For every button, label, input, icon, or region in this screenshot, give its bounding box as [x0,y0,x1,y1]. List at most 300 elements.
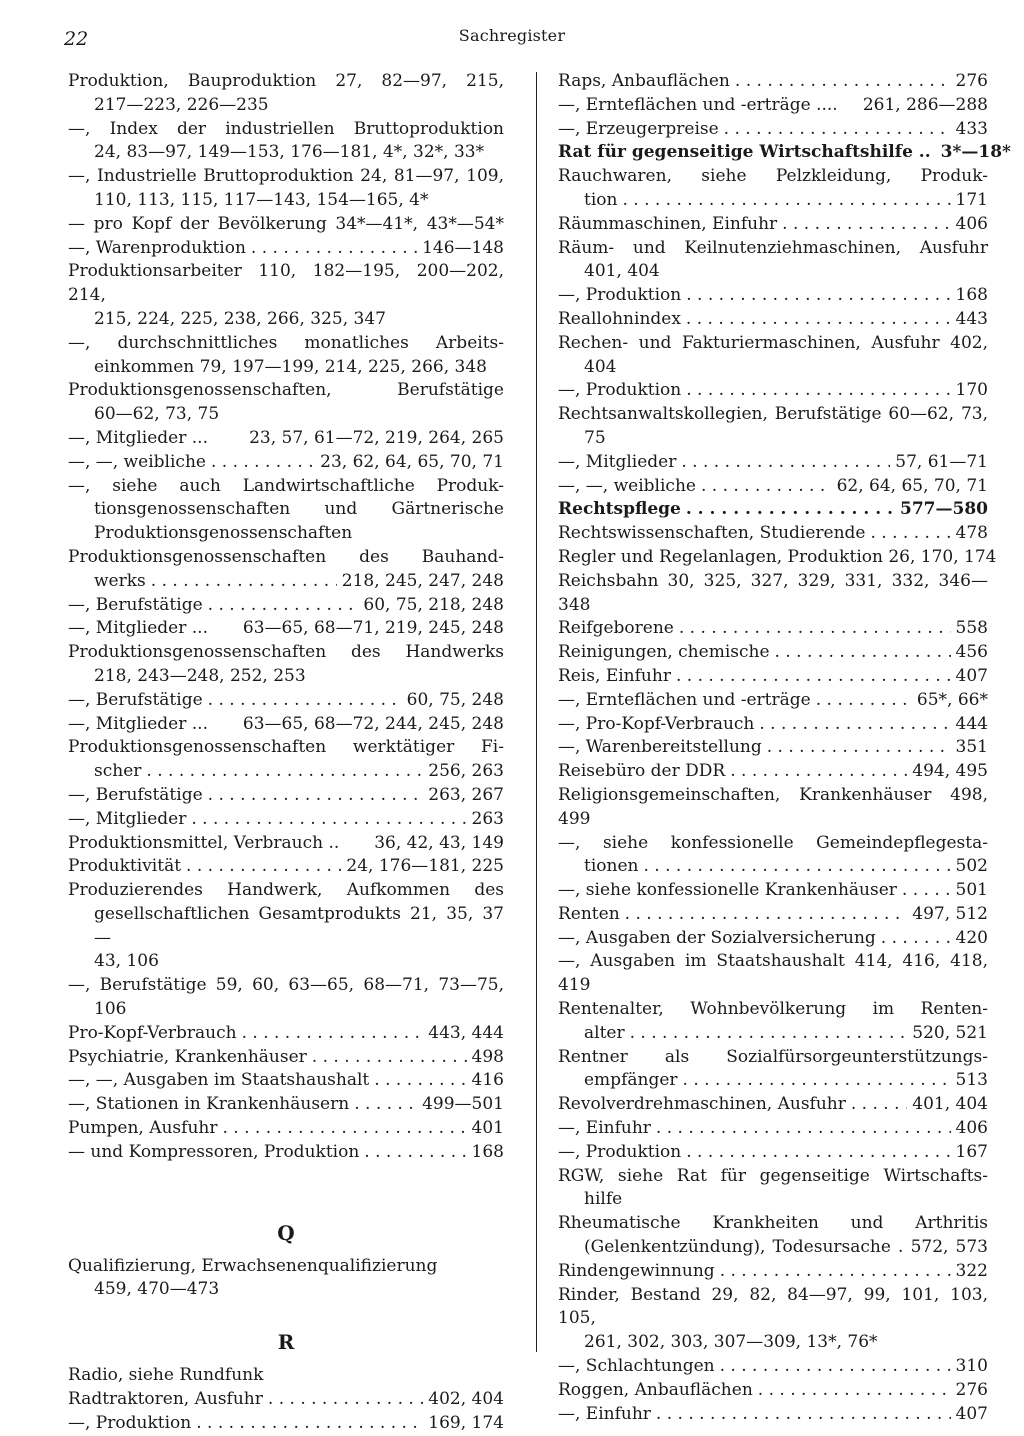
index-entry [558,403,988,427]
leader-dots [686,498,895,522]
entry-text: 459, 470—473 [94,1279,220,1300]
index-entry [558,118,988,142]
leader-dots [656,1403,951,1427]
index-entry [68,189,504,213]
entry-text: 401, 404 [584,261,660,282]
index-entry [558,879,988,903]
entry-pages: 169, 174 [428,1412,504,1433]
index-entry [558,94,988,118]
index-entry [68,1388,504,1412]
leader-dots [686,284,950,308]
entry-term: —, Produktion [68,1412,192,1433]
entry-term: —, Ernteflächen und -erträge .... [558,94,838,115]
entry-pages: 24, 176—181, 225 [346,856,504,877]
index-entry [558,1117,988,1141]
leader-dots [720,1355,951,1379]
entry-text: 75 [584,427,606,448]
entry-term: Rindengewinnung [558,1260,715,1281]
index-entry [68,546,504,570]
entry-text: Rauchwaren, siehe Pelzkleidung, Produk- [558,166,988,187]
entry-term: —, Erzeugerpreise [558,118,719,139]
entry-pages: 407 [955,1403,988,1424]
entry-term: —, —, Ausgaben im Staatshaushalt [68,1070,370,1091]
entry-term: —, Stationen in Krankenhäusern [68,1094,350,1115]
entry-term: —, Produktion [558,380,682,401]
entry-term: tionen [584,856,639,877]
entry-text: gesellschaftlichen Gesamtprodukts 21, 35, 37— [94,903,504,948]
entry-text: Qualifizierung, Erwachsenenqualifizierung [68,1255,438,1276]
entry-pages: 456 [955,642,988,663]
index-list-r [68,1364,504,1435]
index-entry [558,189,988,213]
entry-text: —, siehe auch Landwirtschaftliche Produk- [68,475,504,496]
entry-text: Produktionsarbeiter 110, 182—195, 200—202, 214, [68,261,504,306]
entry-text: Produktion, Bauproduktion 27, 82—97, 215, [68,71,504,91]
entry-pages: 520, 521 [912,1022,988,1043]
leader-dots [196,1412,423,1436]
entry-pages: 443, 444 [428,1022,504,1043]
entry-term: —, Einfuhr [558,1118,651,1139]
index-entry [68,998,504,1022]
entry-pages: 62, 64, 65, 70, 71 [836,475,988,496]
index-entry [68,903,504,951]
index-entry [68,974,504,998]
index-entry [68,475,504,499]
entry-text: (Gelenkentzündung), Todesursache . 572, 573 [584,1237,988,1258]
entry-pages: 60, 75, 218, 248 [363,594,504,615]
index-entry [558,713,988,737]
index-entry [558,927,988,951]
index-entry [558,665,988,689]
index-entry [68,1141,504,1165]
entry-term: —, Mitglieder ... [68,427,208,448]
entry-text: 106 [94,999,127,1020]
index-entry [558,855,988,879]
entry-term: Produktivität [68,856,182,877]
entry-term: —, —, weibliche [68,451,206,472]
entry-term: —, Pro-Kopf-Verbrauch [558,713,755,734]
index-entry [68,784,504,808]
leader-dots [816,689,912,713]
index-entry [558,427,988,451]
index-entry [558,522,988,546]
index-entry [558,260,988,284]
entry-pages: 499—501 [422,1094,504,1115]
entry-pages: 170 [955,380,988,401]
index-entry [558,332,988,356]
leader-dots [208,689,402,713]
entry-term: Radtraktoren, Ausfuhr [68,1389,263,1410]
entry-pages: 23, 62, 64, 65, 70, 71 [320,451,504,472]
entry-term: —, siehe konfessionelle Krankenhäuser [558,880,897,901]
index-entry [558,1093,988,1117]
index-entry [558,1331,988,1355]
entry-pages: 351 [955,737,988,758]
index-entry [558,1212,988,1236]
entry-pages: 276 [955,1379,988,1400]
leader-dots [656,1117,951,1141]
entry-text: —, Ausgaben im Staatshaushalt 414, 416, 418, 419 [558,951,988,996]
entry-text: tionsgenossenschaften und Gärtnerische [94,499,504,520]
entry-term: —, Berufstätige [68,784,203,805]
entry-pages: 310 [955,1356,988,1377]
entry-term: Räummaschinen, Einfuhr [558,213,778,234]
entry-term: Reinigungen, chemische [558,642,770,663]
index-entry [68,1117,504,1141]
entry-pages: 444 [955,713,988,734]
index-list-right [558,70,1011,1426]
index-entry [68,617,504,641]
index-entry [558,498,988,522]
entry-text: hilfe [584,1189,623,1210]
leader-dots [851,1093,907,1117]
index-entry [68,427,504,451]
entry-term: —, Ernteflächen und -erträge [558,689,811,710]
entry-pages: 63—65, 68—71, 219, 245, 248 [242,618,504,639]
entry-pages: 420 [955,927,988,948]
leader-dots [251,237,417,261]
index-entry [68,332,504,356]
entry-pages: 501 [955,880,988,901]
entry-pages: 256, 263 [428,761,504,782]
entry-term: werks [94,570,146,591]
entry-term: Roggen, Anbauflächen [558,1379,753,1400]
index-entry [68,879,504,903]
entry-pages: 478 [955,523,988,544]
entry-pages: 443 [955,308,988,329]
leader-dots [686,379,950,403]
entry-term: empfänger [584,1070,678,1091]
entry-text: Rentner als Sozialfürsorgeunterstützungs- [558,1046,988,1067]
entry-term: Renten [558,903,620,924]
entry-term: —, Mitglieder ... [68,713,208,734]
index-list-q [68,1255,504,1303]
entry-text: —, Industrielle Bruttoproduktion 24, 81—97, 109, [68,166,504,187]
index-entry [558,284,988,308]
entry-pages: 401 [471,1118,504,1139]
entry-text: Reichsbahn 30, 325, 327, 329, 331, 332, 346—348 [558,570,988,615]
index-entry [68,379,504,403]
entry-pages: 3*—18* [940,142,1011,163]
index-entry [558,617,988,641]
index-entry [558,1355,988,1379]
entry-pages: 577—580 [900,499,988,520]
index-entry [68,855,504,879]
entry-text: 60—62, 73, 75 [94,404,220,425]
entry-pages: 168 [471,1141,504,1162]
index-entry [68,1046,504,1070]
leader-dots [191,808,466,832]
entry-term: —, Mitglieder [68,808,187,829]
entry-term: —, Warenproduktion [68,237,246,258]
entry-term: Reifgeborene [558,618,674,639]
index-entry [558,784,988,832]
index-entry [68,594,504,618]
index-entry [558,1260,988,1284]
left-column [68,70,504,1436]
entry-pages: 406 [955,1118,988,1139]
entry-text: Produktionsgenossenschaften werktätiger Fi- [68,737,504,758]
index-entry [68,308,504,332]
entry-pages: 276 [955,71,988,91]
index-entry [558,237,988,261]
section-letter-r: R [277,1330,295,1355]
entry-text: einkommen 79, 197—199, 214, 225, 266, 348 [94,356,487,377]
entry-pages: 433 [955,118,988,139]
entry-pages: 263 [471,808,504,829]
entry-term: — und Kompressoren, Produktion [68,1141,360,1162]
entry-text: Rechtsanwaltskollegien, Berufstätige 60—62, 73, [558,404,988,425]
entry-pages: 60, 75, 248 [406,689,504,710]
index-entry [558,570,988,618]
entry-term: —, —, weibliche [558,475,696,496]
entry-term: —, Berufstätige [68,689,203,710]
index-entry [558,689,988,713]
entry-term: Psychiatrie, Krankenhäuser [68,1046,307,1067]
entry-text: Radio, siehe Rundfunk [68,1365,264,1386]
index-entry [68,522,504,546]
leader-dots [222,1117,466,1141]
entry-text: Produktionsgenossenschaften [94,523,353,544]
index-entry [558,641,988,665]
index-entry [558,950,988,998]
index-entry [558,998,988,1022]
index-entry [68,1093,504,1117]
section-letter-q: Q [277,1220,295,1245]
entry-pages: 65*, 66* [916,689,988,710]
leader-dots [701,475,832,499]
leader-dots [775,641,951,665]
entry-term: —, Warenbereitstellung [558,737,762,758]
index-entry [68,689,504,713]
entry-text: RGW, siehe Rat für gegenseitige Wirtschafts- [558,1165,988,1186]
entry-term: Rat für gegenseitige Wirtschaftshilfe .. [558,142,931,163]
index-entry [68,736,504,760]
index-entry [68,94,504,118]
entry-pages: 218, 245, 247, 248 [341,570,504,591]
entry-term: Reallohnindex [558,308,681,329]
leader-dots [146,760,423,784]
index-entry [558,1046,988,1070]
entry-pages: 497, 512 [912,903,988,924]
index-entry [558,832,988,856]
entry-pages: 402, 404 [428,1389,504,1410]
index-entry [558,1379,988,1403]
index-entry [68,260,504,308]
index-entry [68,356,504,380]
entry-text: Rheumatische Krankheiten und Arthritis [558,1213,988,1234]
leader-dots [767,736,951,760]
entry-term: Reisebüro der DDR [558,761,726,782]
leader-dots [208,594,359,618]
leader-dots [364,1141,466,1165]
index-entry [68,665,504,689]
index-entry [68,451,504,475]
index-entry [68,1412,504,1436]
leader-dots [354,1093,417,1117]
entry-term: Pumpen, Ausfuhr [68,1118,218,1139]
page-number: 22 [64,28,89,50]
entry-pages: 322 [955,1260,988,1281]
index-entry [68,1278,504,1302]
leader-dots [643,855,950,879]
entry-text: 217—223, 226—235 [94,94,269,115]
index-entry [558,451,988,475]
index-entry [68,570,504,594]
entry-pages: 261, 286—288 [862,94,988,115]
entry-pages: 168 [955,285,988,306]
index-entry [558,1188,988,1212]
index-entry [558,475,988,499]
entry-text: Rinder, Bestand 29, 82, 84—97, 99, 101, 103, 105, [558,1284,988,1329]
entry-pages: 513 [955,1070,988,1091]
entry-term: —, Mitglieder ... [68,618,208,639]
index-entry [558,141,1011,165]
entry-pages: 494, 495 [912,761,988,782]
index-entry [68,760,504,784]
index-entry [558,1069,988,1093]
leader-dots [782,213,950,237]
leader-dots [902,879,951,903]
entry-text: 215, 224, 225, 238, 266, 325, 347 [94,308,386,329]
leader-dots [151,570,337,594]
leader-dots [881,927,951,951]
entry-text: Räum- und Keilnutenziehmaschinen, Ausfuhr [558,237,988,258]
entry-pages: 401, 404 [912,1094,988,1115]
index-entry [68,165,504,189]
entry-text: 43, 106 [94,951,159,972]
entry-text: —, Index der industriellen Bruttoproduktion [68,118,504,139]
entry-pages: 263, 267 [428,784,504,805]
leader-dots [630,1022,908,1046]
entry-term: scher [94,761,142,782]
leader-dots [211,451,315,475]
index-entry [68,950,504,974]
entry-term: Raps, Anbauflächen [558,71,730,91]
entry-text: Produktionsgenossenschaften des Bauhand- [68,546,504,567]
leader-dots [758,1379,951,1403]
entry-pages: 167 [955,1141,988,1162]
entry-term: tion [584,189,618,210]
index-entry [558,70,988,94]
leader-dots [622,189,950,213]
index-entry [68,1022,504,1046]
entry-term: —, Einfuhr [558,1403,651,1424]
leader-dots [686,308,951,332]
entry-text: 218, 243—248, 252, 253 [94,665,306,686]
index-entry [68,1069,504,1093]
index-entry [558,213,988,237]
entry-term: Rechtswissenschaften, Studierende [558,523,866,544]
entry-pages: 407 [955,665,988,686]
entry-text: Rentenalter, Wohnbevölkerung im Renten- [558,999,988,1020]
leader-dots [759,713,950,737]
entry-pages: 498 [471,1046,504,1067]
leader-dots [683,1069,951,1093]
leader-dots [242,1022,424,1046]
entry-text: 24, 83—97, 149—153, 176—181, 4*, 32*, 33* [94,142,485,163]
index-entry [68,403,504,427]
leader-dots [625,903,908,927]
entry-text: Produktionsgenossenschaften des Handwerks [68,642,504,663]
entry-term: —, Produktion [558,285,682,306]
index-entry [558,760,988,784]
entry-text: —, siehe konfessionelle Gemeindepflegesta- [558,832,988,853]
index-entry [68,237,504,261]
leader-dots [208,784,424,808]
entry-text: Rechen- und Fakturiermaschinen, Ausfuhr 402, [558,332,988,353]
index-entry [68,498,504,522]
index-entry [558,903,988,927]
leader-dots [679,617,951,641]
leader-dots [720,1260,951,1284]
entry-pages: 63—65, 68—72, 244, 245, 248 [242,713,504,734]
entry-pages: 558 [955,618,988,639]
leader-dots [676,665,951,689]
entry-pages: 171 [955,189,988,210]
entry-text: —, durchschnittliches monatliches Arbeits- [68,332,504,353]
leader-dots [730,760,907,784]
index-entry [558,1284,988,1332]
leader-dots [186,855,341,879]
entry-text: —, Berufstätige 59, 60, 63—65, 68—71, 73—75, [68,975,504,996]
entry-pages: 406 [955,213,988,234]
entry-term: Pro-Kopf-Verbrauch [68,1022,237,1043]
index-entry [68,713,504,737]
entry-term: —, Schlachtungen [558,1356,715,1377]
entry-term: Produktionsmittel, Verbrauch .. [68,832,340,853]
entry-pages: 57, 61—71 [895,451,988,472]
entry-term: Reis, Einfuhr [558,665,671,686]
index-entry [558,736,988,760]
entry-term: —, Produktion [558,1141,682,1162]
index-entry [558,379,988,403]
entry-pages: 502 [955,856,988,877]
index-entry [558,1141,988,1165]
entry-term: Regler und Regelanlagen, Produktion 26, 170, 174 [558,546,997,567]
index-entry [68,1255,504,1279]
index-entry [558,308,988,332]
entry-pages: 146—148 [422,237,504,258]
leader-dots [871,522,951,546]
leader-dots [268,1388,423,1412]
entry-pages: 23, 57, 61—72, 219, 264, 265 [249,427,504,448]
entry-text: — pro Kopf der Bevölkerung 34*—41*, 43*—54* [68,213,504,234]
entry-pages: 416 [471,1070,504,1091]
leader-dots [724,118,951,142]
entry-term: —, Berufstätige [68,594,203,615]
entry-text: Religionsgemeinschaften, Krankenhäuser 498, 499 [558,784,988,829]
entry-pages: 36, 42, 43, 149 [374,832,504,853]
leader-dots [735,70,951,94]
right-column [558,70,1011,1426]
running-head: Sachregister [458,26,566,45]
entry-term: alter [584,1022,625,1043]
index-list-left [68,70,504,1165]
entry-text: Produzierendes Handwerk, Aufkommen des [68,880,504,901]
index-entry [68,70,504,94]
index-entry [68,118,504,142]
index-entry [558,1022,988,1046]
index-entry [68,1364,504,1388]
entry-text: Produktionsgenossenschaften, Berufstätige [68,380,504,401]
index-entry [68,141,504,165]
index-entry [558,1236,988,1260]
entry-term: —, Mitglieder [558,451,677,472]
leader-dots [374,1069,466,1093]
column-divider [536,72,537,1352]
entry-text: 404 [584,356,617,377]
